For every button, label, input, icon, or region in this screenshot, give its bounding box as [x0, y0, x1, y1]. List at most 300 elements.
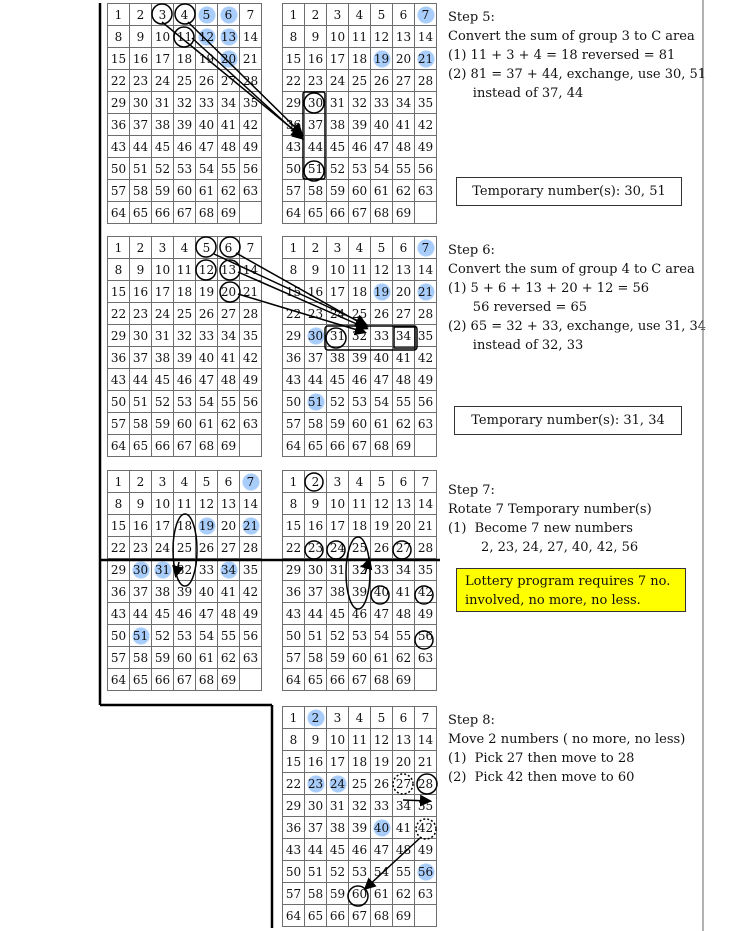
grid-cell: 60 — [174, 413, 196, 435]
grid-cell: 45 — [152, 136, 174, 158]
grid-cell: 38 — [327, 581, 349, 603]
temporary-numbers-step6: Temporary number(s): 31, 34 — [454, 406, 682, 435]
grid-cell: 69 — [218, 202, 240, 224]
grid-cell: 28 — [415, 70, 437, 92]
grid-cell: 37 — [130, 114, 152, 136]
grid-cell: 5 — [371, 237, 393, 259]
grid-cell: 31 — [327, 795, 349, 817]
grid-cell: 31 — [327, 559, 349, 581]
grid-cell: 20 — [218, 281, 240, 303]
grid-cell: 34 — [218, 325, 240, 347]
step-line: (1) Become 7 new numbers — [448, 521, 633, 536]
grid-cell: 14 — [240, 259, 262, 281]
grid-cell: 14 — [415, 729, 437, 751]
grid-cell: 17 — [327, 515, 349, 537]
grid-cell: 8 — [283, 493, 305, 515]
grid-cell: 60 — [174, 180, 196, 202]
grid-cell: 37 — [305, 581, 327, 603]
grid-cell: 22 — [108, 303, 130, 325]
grid-cell: 23 — [130, 537, 152, 559]
grid-cell: 61 — [371, 647, 393, 669]
grid-cell: 19 — [196, 48, 218, 70]
temporary-numbers-step5: Temporary number(s): 30, 51 — [456, 177, 682, 206]
grid-cell: 5 — [371, 4, 393, 26]
grid-cell: 39 — [349, 581, 371, 603]
grid-cell: 25 — [174, 537, 196, 559]
grid-cell: 56 — [240, 625, 262, 647]
grid-cell: 37 — [305, 817, 327, 839]
grid-cell: 39 — [174, 347, 196, 369]
grid-cell: 35 — [415, 92, 437, 114]
grid-cell: 68 — [196, 202, 218, 224]
grid-cell: 30 — [130, 92, 152, 114]
grid-cell: 23 — [305, 303, 327, 325]
grid-cell: 6 — [393, 237, 415, 259]
grid-cell: 22 — [283, 537, 305, 559]
grid-cell: 9 — [305, 26, 327, 48]
grid-cell: 61 — [196, 647, 218, 669]
grid-cell: 46 — [349, 136, 371, 158]
grid-cell: 28 — [415, 537, 437, 559]
grid-cell: 49 — [240, 603, 262, 625]
grid-cell: 63 — [415, 883, 437, 905]
grid-cell: 9 — [130, 493, 152, 515]
grid-cell: 3 — [327, 707, 349, 729]
grid-cell: 69 — [218, 669, 240, 691]
grid-cell: 6 — [218, 237, 240, 259]
grid-cell: 16 — [130, 281, 152, 303]
grid-cell: 54 — [196, 158, 218, 180]
grid-cell: 51 — [305, 625, 327, 647]
grid-cell: 10 — [327, 259, 349, 281]
grid-cell: 24 — [152, 537, 174, 559]
grid-cell: 22 — [283, 70, 305, 92]
grid-cell: 26 — [196, 303, 218, 325]
grid-cell-empty — [415, 202, 437, 224]
grid-cell: 25 — [174, 303, 196, 325]
grid-cell: 5 — [196, 237, 218, 259]
grid-cell: 35 — [415, 795, 437, 817]
grid-cell: 19 — [371, 48, 393, 70]
grid-cell: 30 — [305, 92, 327, 114]
grid-cell: 43 — [283, 839, 305, 861]
grid-cell: 35 — [240, 92, 262, 114]
grid-cell: 35 — [415, 559, 437, 581]
grid-cell: 25 — [349, 70, 371, 92]
grid-cell: 57 — [108, 647, 130, 669]
grid-cell: 24 — [152, 303, 174, 325]
grid-cell: 65 — [305, 905, 327, 927]
grid-cell: 37 — [130, 581, 152, 603]
grid-cell: 52 — [327, 861, 349, 883]
grid-cell: 20 — [393, 48, 415, 70]
grid-cell: 47 — [371, 369, 393, 391]
step-line: (1) Pick 27 then move to 28 — [448, 751, 635, 766]
grid-cell: 51 — [305, 158, 327, 180]
grid-cell: 24 — [152, 70, 174, 92]
grid-cell: 4 — [174, 471, 196, 493]
grid-cell: 45 — [327, 369, 349, 391]
grid-cell: 49 — [415, 839, 437, 861]
grid-cell: 11 — [349, 729, 371, 751]
grid-cell: 42 — [240, 347, 262, 369]
grid-cell: 12 — [196, 26, 218, 48]
grid-cell: 69 — [218, 435, 240, 457]
grid-step6-right — [282, 236, 437, 457]
grid-cell: 34 — [393, 325, 415, 347]
grid-cell: 38 — [152, 347, 174, 369]
grid-cell: 47 — [196, 136, 218, 158]
grid-cell: 65 — [130, 435, 152, 457]
grid-cell: 3 — [327, 237, 349, 259]
step-line: 2, 23, 24, 27, 40, 42, 56 — [448, 540, 639, 555]
grid-cell: 68 — [371, 905, 393, 927]
grid-cell: 13 — [218, 259, 240, 281]
grid-cell: 12 — [371, 259, 393, 281]
grid-cell: 55 — [393, 625, 415, 647]
grid-cell: 46 — [174, 369, 196, 391]
grid-cell: 65 — [305, 202, 327, 224]
grid-cell: 10 — [152, 259, 174, 281]
grid-cell: 16 — [130, 48, 152, 70]
grid-cell: 44 — [305, 603, 327, 625]
grid-cell: 11 — [174, 493, 196, 515]
grid-cell: 67 — [349, 202, 371, 224]
grid-cell: 54 — [196, 625, 218, 647]
grid-cell: 34 — [393, 559, 415, 581]
grid-cell: 4 — [349, 4, 371, 26]
grid-cell: 12 — [196, 493, 218, 515]
grid-cell: 1 — [108, 4, 130, 26]
grid-cell: 37 — [305, 347, 327, 369]
grid-cell: 9 — [130, 26, 152, 48]
grid-cell: 62 — [393, 647, 415, 669]
step-title: Step 6: — [448, 243, 495, 258]
grid-cell: 44 — [130, 603, 152, 625]
grid-cell: 57 — [108, 180, 130, 202]
grid-cell: 57 — [108, 413, 130, 435]
grid-cell: 24 — [327, 70, 349, 92]
grid-cell: 3 — [327, 4, 349, 26]
grid-cell: 11 — [349, 259, 371, 281]
grid-cell: 43 — [108, 603, 130, 625]
grid-cell: 21 — [240, 48, 262, 70]
grid-cell: 57 — [283, 647, 305, 669]
grid-cell: 4 — [174, 237, 196, 259]
grid-cell: 19 — [196, 281, 218, 303]
grid-cell: 40 — [196, 581, 218, 603]
grid-cell: 8 — [283, 259, 305, 281]
grid-cell: 54 — [371, 158, 393, 180]
grid-cell: 20 — [393, 515, 415, 537]
grid-cell: 39 — [349, 114, 371, 136]
grid-cell: 39 — [174, 114, 196, 136]
grid-cell: 29 — [283, 559, 305, 581]
grid-cell: 33 — [371, 795, 393, 817]
grid-cell: 53 — [349, 158, 371, 180]
grid-cell: 54 — [196, 391, 218, 413]
grid-cell: 12 — [371, 26, 393, 48]
grid-cell: 61 — [371, 180, 393, 202]
grid-cell: 15 — [108, 515, 130, 537]
grid-cell: 55 — [393, 158, 415, 180]
grid-cell: 22 — [108, 70, 130, 92]
grid-cell: 53 — [174, 391, 196, 413]
grid-cell: 10 — [327, 493, 349, 515]
grid-cell: 33 — [196, 559, 218, 581]
grid-cell-empty — [240, 202, 262, 224]
grid-cell: 45 — [327, 136, 349, 158]
grid-cell: 36 — [108, 581, 130, 603]
step-line: instead of 37, 44 — [448, 86, 584, 101]
grid-cell: 43 — [283, 603, 305, 625]
grid-cell: 66 — [152, 435, 174, 457]
grid-cell: 55 — [218, 391, 240, 413]
grid-cell: 15 — [283, 751, 305, 773]
grid-cell: 60 — [349, 883, 371, 905]
grid-cell: 65 — [305, 435, 327, 457]
grid-cell: 2 — [130, 4, 152, 26]
grid-cell-empty — [415, 435, 437, 457]
grid-cell: 48 — [393, 369, 415, 391]
grid-cell: 38 — [327, 347, 349, 369]
grid-cell: 67 — [174, 435, 196, 457]
grid-cell: 57 — [283, 180, 305, 202]
grid-cell: 27 — [393, 303, 415, 325]
grid-cell: 3 — [327, 471, 349, 493]
grid-cell: 31 — [327, 325, 349, 347]
grid-cell: 2 — [305, 707, 327, 729]
grid-cell: 55 — [218, 625, 240, 647]
grid-cell: 43 — [283, 369, 305, 391]
grid-cell: 51 — [305, 861, 327, 883]
grid-cell: 41 — [393, 114, 415, 136]
grid-cell: 33 — [371, 559, 393, 581]
grid-cell: 8 — [283, 729, 305, 751]
grid-cell: 29 — [283, 92, 305, 114]
grid-cell: 51 — [130, 391, 152, 413]
grid-cell: 68 — [371, 435, 393, 457]
grid-cell: 1 — [283, 237, 305, 259]
grid-cell: 35 — [240, 325, 262, 347]
grid-cell: 41 — [218, 581, 240, 603]
grid-cell: 14 — [240, 26, 262, 48]
grid-cell: 29 — [108, 92, 130, 114]
grid-cell: 12 — [371, 493, 393, 515]
grid-cell: 56 — [415, 158, 437, 180]
grid-cell: 29 — [108, 325, 130, 347]
grid-cell: 52 — [327, 625, 349, 647]
grid-cell: 18 — [349, 515, 371, 537]
grid-cell: 41 — [393, 347, 415, 369]
grid-cell: 63 — [240, 413, 262, 435]
grid-cell: 17 — [327, 48, 349, 70]
grid-cell: 50 — [283, 391, 305, 413]
grid-cell: 14 — [415, 26, 437, 48]
grid-cell: 50 — [108, 625, 130, 647]
grid-cell: 20 — [218, 48, 240, 70]
grid-cell: 60 — [349, 180, 371, 202]
grid-cell: 59 — [152, 413, 174, 435]
grid-cell: 6 — [393, 471, 415, 493]
grid-cell: 25 — [174, 70, 196, 92]
grid-cell: 62 — [218, 647, 240, 669]
grid-cell: 14 — [240, 493, 262, 515]
grid-cell: 57 — [283, 883, 305, 905]
grid-cell: 23 — [305, 70, 327, 92]
grid-cell: 4 — [349, 471, 371, 493]
grid-cell: 64 — [283, 435, 305, 457]
grid-cell: 41 — [218, 347, 240, 369]
grid-cell: 12 — [371, 729, 393, 751]
grid-cell: 36 — [283, 581, 305, 603]
grid-cell: 40 — [371, 114, 393, 136]
step6-text — [448, 241, 706, 355]
step7-text — [448, 481, 652, 557]
grid-cell: 46 — [349, 839, 371, 861]
grid-cell: 31 — [152, 325, 174, 347]
grid-cell: 45 — [152, 603, 174, 625]
grid-cell: 52 — [327, 158, 349, 180]
grid-cell: 69 — [393, 905, 415, 927]
grid-cell: 50 — [283, 861, 305, 883]
grid-cell: 14 — [415, 259, 437, 281]
grid-cell: 1 — [108, 237, 130, 259]
grid-cell-empty — [415, 905, 437, 927]
grid-cell: 25 — [349, 537, 371, 559]
grid-cell: 44 — [130, 136, 152, 158]
grid-cell: 68 — [371, 202, 393, 224]
grid-cell: 34 — [393, 92, 415, 114]
grid-cell: 31 — [152, 559, 174, 581]
grid-cell: 50 — [283, 625, 305, 647]
grid-cell: 16 — [305, 48, 327, 70]
grid-cell: 58 — [130, 647, 152, 669]
grid-cell: 66 — [327, 202, 349, 224]
grid-cell: 65 — [130, 669, 152, 691]
grid-cell: 13 — [393, 493, 415, 515]
grid-cell: 15 — [108, 48, 130, 70]
grid-cell: 24 — [327, 303, 349, 325]
grid-cell: 49 — [240, 136, 262, 158]
grid-cell: 67 — [174, 669, 196, 691]
grid-cell: 27 — [393, 773, 415, 795]
grid-cell: 47 — [371, 136, 393, 158]
grid-cell: 48 — [218, 369, 240, 391]
grid-cell: 59 — [327, 883, 349, 905]
grid-cell: 64 — [283, 202, 305, 224]
grid-cell: 38 — [152, 581, 174, 603]
grid-cell: 19 — [196, 515, 218, 537]
grid-cell: 44 — [305, 839, 327, 861]
grid-cell: 24 — [327, 773, 349, 795]
grid-cell: 67 — [349, 669, 371, 691]
grid-cell: 21 — [415, 751, 437, 773]
grid-cell: 38 — [327, 817, 349, 839]
grid-cell: 11 — [174, 26, 196, 48]
grid-cell: 40 — [196, 114, 218, 136]
grid-cell: 15 — [108, 281, 130, 303]
grid-step6-left — [107, 236, 262, 457]
grid-cell: 11 — [349, 493, 371, 515]
grid-cell: 27 — [218, 70, 240, 92]
grid-cell: 68 — [196, 669, 218, 691]
step-line: Convert the sum of group 4 to C area — [448, 262, 695, 277]
grid-cell: 34 — [218, 559, 240, 581]
grid-cell: 1 — [108, 471, 130, 493]
grid-cell: 36 — [283, 817, 305, 839]
grid-cell: 13 — [393, 26, 415, 48]
grid-cell: 41 — [393, 817, 415, 839]
grid-cell: 16 — [305, 751, 327, 773]
grid-cell: 44 — [305, 136, 327, 158]
grid-cell: 41 — [218, 114, 240, 136]
grid-cell: 33 — [196, 92, 218, 114]
grid-cell: 27 — [393, 537, 415, 559]
grid-cell: 7 — [240, 237, 262, 259]
grid-cell: 7 — [415, 4, 437, 26]
grid-cell: 9 — [305, 493, 327, 515]
grid-cell: 58 — [305, 883, 327, 905]
grid-cell: 10 — [327, 26, 349, 48]
step-line: (2) 81 = 37 + 44, exchange, use 30, 51 — [448, 67, 707, 82]
grid-cell: 8 — [108, 26, 130, 48]
grid-cell: 24 — [327, 537, 349, 559]
grid-cell: 32 — [174, 92, 196, 114]
grid-cell: 18 — [174, 281, 196, 303]
grid-cell: 50 — [283, 158, 305, 180]
grid-cell: 17 — [152, 48, 174, 70]
grid-cell: 6 — [218, 471, 240, 493]
grid-cell: 21 — [415, 48, 437, 70]
grid-cell: 56 — [240, 158, 262, 180]
grid-cell: 62 — [218, 413, 240, 435]
grid-cell: 28 — [415, 303, 437, 325]
grid-cell: 27 — [218, 303, 240, 325]
grid-cell: 60 — [174, 647, 196, 669]
grid-cell: 9 — [305, 729, 327, 751]
step-line: (1) 11 + 3 + 4 = 18 reversed = 81 — [448, 48, 676, 63]
grid-cell: 55 — [218, 158, 240, 180]
grid-cell: 56 — [415, 861, 437, 883]
grid-cell: 32 — [349, 559, 371, 581]
grid-cell: 61 — [371, 413, 393, 435]
grid-cell: 26 — [371, 773, 393, 795]
grid-cell: 46 — [174, 603, 196, 625]
grid-cell: 59 — [327, 413, 349, 435]
step-line: instead of 32, 33 — [448, 338, 584, 353]
grid-cell: 7 — [240, 471, 262, 493]
grid-cell: 21 — [415, 515, 437, 537]
grid-cell: 33 — [371, 92, 393, 114]
grid-cell: 62 — [393, 180, 415, 202]
grid-cell: 2 — [305, 4, 327, 26]
grid-cell: 47 — [196, 603, 218, 625]
grid-cell: 28 — [240, 70, 262, 92]
grid-cell: 13 — [218, 493, 240, 515]
grid-cell: 13 — [393, 729, 415, 751]
grid-cell: 32 — [174, 325, 196, 347]
grid-cell: 48 — [218, 136, 240, 158]
grid-cell: 63 — [415, 180, 437, 202]
grid-cell: 40 — [371, 817, 393, 839]
grid-cell: 61 — [371, 883, 393, 905]
grid-cell: 58 — [305, 413, 327, 435]
grid-cell: 61 — [196, 180, 218, 202]
grid-cell: 52 — [152, 158, 174, 180]
grid-cell: 47 — [196, 369, 218, 391]
grid-cell: 30 — [130, 325, 152, 347]
